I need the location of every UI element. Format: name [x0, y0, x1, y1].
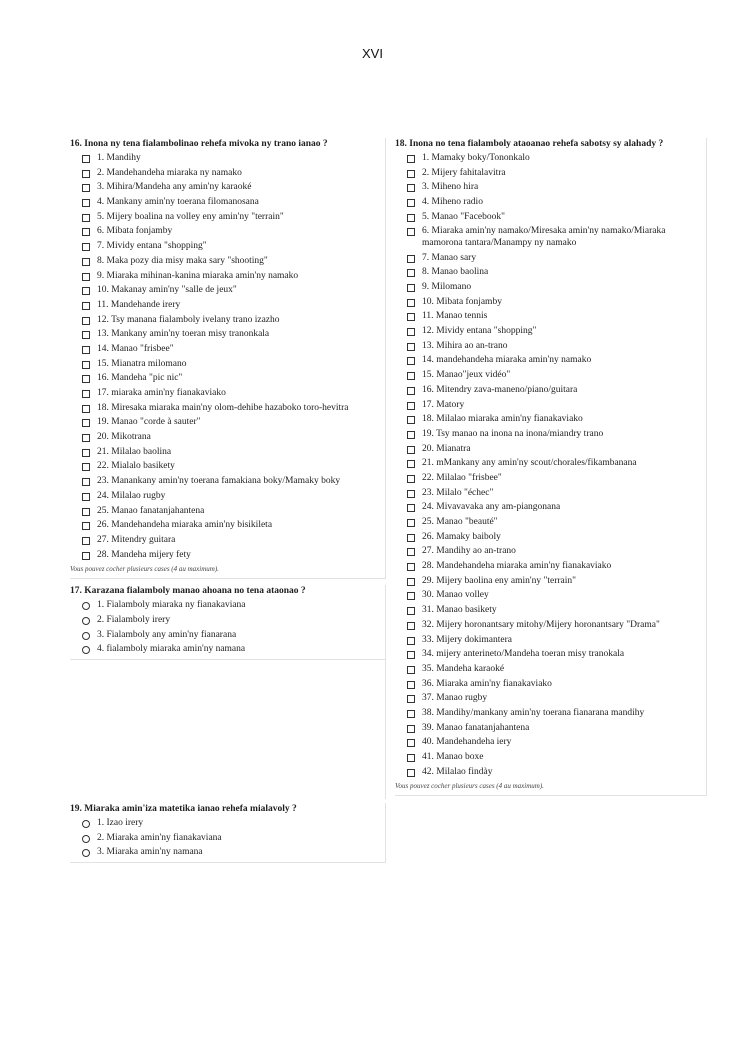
checkbox[interactable]: [407, 460, 415, 468]
checkbox[interactable]: [82, 419, 90, 427]
question-19-options: [70, 818, 381, 859]
q16-option[interactable]: [70, 417, 381, 429]
checkbox[interactable]: [407, 725, 415, 733]
q16-option-label: 26. Mandehandeha miaraka amin'ny bisikileta: [97, 520, 273, 531]
q18-option-label: 40. Mandehandeha iery: [422, 737, 512, 748]
checkbox[interactable]: [407, 534, 415, 542]
q18-option[interactable]: [395, 708, 702, 720]
q16-option-label: 8. Maka pozy dia misy maka sary "shooting": [97, 255, 268, 266]
q16-option-label: 4. Mankany amin'ny toerana filomanosana: [97, 197, 259, 208]
q18-option[interactable]: [395, 576, 702, 588]
q18-option-label: 42. Milalao findày: [422, 766, 493, 777]
checkbox[interactable]: [82, 522, 90, 530]
checkbox[interactable]: [82, 463, 90, 471]
q16-option-label: 2. Mandehandeha miaraka ny namako: [97, 167, 242, 178]
q18-option-label: 9. Milomano: [422, 282, 472, 292]
q16-option-label: 28. Mandeha mijery fety: [97, 549, 191, 560]
q16-option-label: 27. Mitendry guitara: [97, 534, 176, 545]
checkbox[interactable]: [82, 449, 90, 457]
q18-option-label: 21. mMankany any amin'ny scout/chorales/fikambanana: [422, 458, 637, 469]
question-17-options: [70, 600, 381, 656]
checkbox[interactable]: [82, 390, 90, 398]
empty-section: [70, 660, 386, 799]
q16-option[interactable]: [70, 373, 381, 385]
q19-option[interactable]: [70, 833, 381, 845]
q16-option[interactable]: [70, 197, 381, 209]
q16-option-label: 5. Mijery boalina na volley eny amin'ny "terrain": [97, 211, 284, 222]
checkbox[interactable]: [82, 155, 90, 163]
q18-option[interactable]: [395, 590, 702, 602]
checkbox[interactable]: [407, 184, 415, 192]
q18-option[interactable]: [395, 168, 702, 180]
q18-option-label: 23. Milalo "échec": [422, 487, 494, 498]
q18-option[interactable]: [395, 326, 702, 338]
right-column: [395, 138, 707, 796]
q18-option[interactable]: [395, 429, 702, 441]
q18-option-label: 26. Mamaky baiboly: [422, 531, 501, 542]
checkbox[interactable]: [407, 563, 415, 571]
checkbox[interactable]: [407, 328, 415, 336]
checkbox[interactable]: [82, 302, 90, 310]
q18-option-label: 38. Mandihy/mankany amin'ny toerana fianarana mandihy: [422, 707, 645, 718]
q17-option-label: 1. Fialamboly miaraka ny fianakaviana: [97, 600, 246, 611]
checkbox[interactable]: [82, 258, 90, 266]
q16-option-label: 11. Mandehande irery: [97, 299, 181, 310]
q16-option[interactable]: [70, 476, 381, 488]
q16-option[interactable]: [70, 403, 381, 415]
q18-option-label: 28. Mandehandeha miaraka amin'ny fianakaviako: [422, 561, 612, 572]
q18-option[interactable]: [395, 532, 702, 544]
q19-option-label: 3. Miaraka amin'ny namana: [97, 847, 203, 858]
q18-option[interactable]: [395, 458, 702, 470]
q18-option-label: 36. Miaraka amin'ny fianakaviako: [422, 678, 552, 689]
checkbox[interactable]: [407, 651, 415, 659]
checkbox[interactable]: [407, 519, 415, 527]
checkbox[interactable]: [407, 739, 415, 747]
q18-option-label: 41. Manao boxe: [422, 752, 484, 762]
q18-option-label: 7. Manao sary: [422, 252, 477, 263]
checkbox[interactable]: [82, 537, 90, 545]
q18-option[interactable]: [395, 488, 702, 500]
q18-option[interactable]: [395, 635, 702, 647]
q18-option[interactable]: [395, 502, 702, 514]
question-17-title: 17. Karazana fialamboly manao ahoana no tena ataonao ?: [70, 586, 306, 597]
q18-option[interactable]: [395, 517, 702, 529]
q18-option-label: 16. Mitendry zava-maneno/piano/guitara: [422, 384, 578, 395]
question-18-options: [395, 153, 702, 778]
q18-option-label: 6. Miaraka amin'ny namako/Miresaka amin'ny namako/Miaraka mamorona tantara/Manampy ny namako: [422, 226, 666, 248]
checkbox[interactable]: [407, 769, 415, 777]
q16-option-label: 9. Miaraka mihinan-kanina miaraka amin'ny namako: [97, 270, 299, 281]
q16-option-label: 18. Miresaka miaraka main'ny olom-dehibe hazaboko toro-hevitra: [97, 402, 349, 413]
q18-option[interactable]: [395, 253, 702, 265]
q17-option[interactable]: [70, 644, 381, 656]
q19-option-label: 2. Miaraka amin'ny fianakaviana: [97, 832, 222, 843]
q18-option-label: 13. Mihira ao an-trano: [422, 340, 508, 351]
question-16-options: [70, 153, 381, 561]
q16-option-label: 24. Milalao rugby: [97, 490, 166, 501]
q18-option[interactable]: [395, 546, 702, 558]
q18-option[interactable]: [395, 197, 702, 209]
q18-option-label: 19. Tsy manao na inona na inona/miandry trano: [422, 428, 604, 439]
checkbox[interactable]: [407, 681, 415, 689]
q16-option-label: 25. Manao fanatanjahantena: [97, 505, 205, 516]
checkbox[interactable]: [407, 548, 415, 556]
q17-option[interactable]: [70, 600, 381, 612]
question-16-title: 16. Inona ny tena fialambolinao rehefa mivoka ny trano ianao ?: [70, 139, 328, 149]
checkbox[interactable]: [82, 375, 90, 383]
q16-option[interactable]: [70, 168, 381, 180]
q18-option-label: 5. Manao "Facebook": [422, 211, 505, 222]
checkbox[interactable]: [407, 754, 415, 762]
q16-option-label: 7. Mividy entana "shopping": [97, 241, 207, 252]
q16-option-label: 15. Mianatra milomano: [97, 358, 187, 369]
q18-option-label: 35. Mandeha karaoké: [422, 663, 505, 674]
checkbox[interactable]: [407, 372, 415, 380]
q18-option[interactable]: [395, 664, 702, 676]
checkbox[interactable]: [407, 357, 415, 365]
q18-option-label: 27. Mandihy ao an-trano: [422, 546, 516, 557]
q18-option[interactable]: [395, 444, 702, 456]
q16-option[interactable]: [70, 535, 381, 547]
left-column: [70, 138, 386, 863]
q18-option-label: 33. Mijery dokimantera: [422, 634, 512, 645]
q18-option-label: 39. Manao fanatanjahantena: [422, 722, 530, 733]
q18-option[interactable]: [395, 153, 702, 165]
q18-option[interactable]: [395, 226, 702, 249]
checkbox[interactable]: [82, 434, 90, 442]
checkbox[interactable]: [407, 387, 415, 395]
q17-option-label: 3. Fialamboly any amin'ny fianarana: [97, 629, 237, 640]
q18-option-label: 24. Mivavavaka any am-piangonana: [422, 502, 561, 513]
checkbox[interactable]: [82, 346, 90, 354]
q18-option[interactable]: [395, 414, 702, 426]
q18-option[interactable]: [395, 649, 702, 661]
checkbox[interactable]: [407, 155, 415, 163]
q16-option[interactable]: [70, 461, 381, 473]
checkbox[interactable]: [82, 199, 90, 207]
checkbox[interactable]: [82, 478, 90, 486]
q18-option[interactable]: [395, 311, 702, 323]
q18-option[interactable]: [395, 267, 702, 279]
checkbox[interactable]: [407, 299, 415, 307]
q18-option-label: 30. Manao volley: [422, 590, 489, 601]
checkbox[interactable]: [407, 284, 415, 292]
q18-option[interactable]: [395, 679, 702, 691]
question-18: [395, 138, 707, 796]
q16-option-label: 17. miaraka amin'ny fianakaviako: [97, 388, 226, 398]
q18-option-label: 34. mijery anterineto/Mandeha toeran misy tranokala: [422, 649, 625, 660]
q18-option-label: 31. Manao basikety: [422, 605, 497, 616]
q19-option[interactable]: [70, 818, 381, 830]
checkbox[interactable]: [407, 475, 415, 483]
q16-option-label: 14. Manao "frisbee": [97, 343, 174, 354]
q16-option[interactable]: [70, 241, 381, 253]
checkbox[interactable]: [82, 493, 90, 501]
q18-option[interactable]: [395, 400, 702, 412]
q18-option-label: 10. Mibata fonjamby: [422, 296, 502, 307]
q16-option-label: 12. Tsy manana fialamboly ivelany trano izazho: [97, 314, 280, 325]
q18-option[interactable]: [395, 473, 702, 485]
checkbox[interactable]: [82, 184, 90, 192]
q16-option-label: 10. Makanay amin'ny "salle de jeux": [97, 285, 237, 296]
q18-option[interactable]: [395, 605, 702, 617]
checkbox[interactable]: [407, 622, 415, 630]
q19-option[interactable]: [70, 847, 381, 859]
q16-option[interactable]: [70, 300, 381, 312]
q16-option[interactable]: [70, 447, 381, 459]
q18-option[interactable]: [395, 561, 702, 573]
q17-option[interactable]: [70, 615, 381, 627]
q18-option-label: 17. Matory: [422, 399, 465, 410]
q16-option-label: 13. Mankany amin'ny toeran misy tranonkala: [97, 329, 270, 340]
q18-option[interactable]: [395, 341, 702, 353]
checkbox[interactable]: [82, 228, 90, 236]
checkbox[interactable]: [407, 416, 415, 424]
checkbox[interactable]: [407, 607, 415, 615]
q18-option[interactable]: [395, 737, 702, 749]
checkbox[interactable]: [407, 214, 415, 222]
q18-option-label: 25. Manao "beauté": [422, 517, 498, 527]
radio-button[interactable]: [82, 602, 90, 610]
q18-option-label: 8. Manao baolina: [422, 267, 489, 278]
q18-option[interactable]: [395, 355, 702, 367]
q16-option[interactable]: [70, 506, 381, 518]
q16-option[interactable]: [70, 491, 381, 503]
question-18-note: Vous pouvez cocher plusieurs cases (4 au maximum).: [395, 782, 544, 791]
q18-option[interactable]: [395, 767, 702, 779]
checkbox[interactable]: [407, 343, 415, 351]
checkbox[interactable]: [407, 695, 415, 703]
q16-option[interactable]: [70, 226, 381, 238]
radio-button[interactable]: [82, 646, 90, 654]
q16-option-label: 23. Manankany amin'ny toerana famakiana boky/Mamaky boky: [97, 476, 341, 487]
q19-option-label: 1. Izao irery: [97, 818, 144, 828]
checkbox[interactable]: [82, 361, 90, 369]
question-16-note: Vous pouvez cocher plusieurs cases (4 au maximum).: [70, 565, 219, 574]
q18-option-label: 18. Milalao miaraka amin'ny fianakaviako: [422, 414, 583, 425]
checkbox[interactable]: [407, 199, 415, 207]
q16-option[interactable]: [70, 550, 381, 562]
q18-option[interactable]: [395, 370, 702, 382]
q18-option[interactable]: [395, 297, 702, 309]
q18-option-label: 14. mandehandeha miaraka amin'ny namako: [422, 355, 592, 366]
q16-option[interactable]: [70, 315, 381, 327]
q16-option-label: 21. Milalao baolina: [97, 446, 172, 457]
q18-option[interactable]: [395, 620, 702, 632]
checkbox[interactable]: [407, 228, 415, 236]
checkbox[interactable]: [407, 402, 415, 410]
checkbox[interactable]: [407, 446, 415, 454]
checkbox[interactable]: [407, 255, 415, 263]
checkbox[interactable]: [82, 552, 90, 560]
radio-button[interactable]: [82, 617, 90, 625]
checkbox[interactable]: [407, 504, 415, 512]
q16-option[interactable]: [70, 520, 381, 532]
q18-option[interactable]: [395, 752, 702, 764]
question-18-title: 18. Inona no tena fialamboly ataoanao rehefa sabotsy sy alahady ?: [395, 139, 664, 149]
q18-option-label: 20. Mianatra: [422, 443, 471, 454]
q18-option[interactable]: [395, 182, 702, 194]
q18-option-label: 15. Manao"jeux vidéo": [422, 370, 511, 381]
q16-option[interactable]: [70, 432, 381, 444]
q16-option[interactable]: [70, 329, 381, 341]
checkbox[interactable]: [407, 431, 415, 439]
q17-option[interactable]: [70, 630, 381, 642]
q17-option-label: 4. fialamboly miaraka amin'ny namana: [97, 644, 246, 655]
checkbox[interactable]: [82, 331, 90, 339]
checkbox[interactable]: [407, 578, 415, 586]
checkbox[interactable]: [82, 405, 90, 413]
q18-option-label: 2. Mijery fahitalavitra: [422, 167, 506, 178]
q18-option[interactable]: [395, 282, 702, 294]
checkbox[interactable]: [407, 710, 415, 718]
radio-button[interactable]: [82, 849, 90, 857]
q18-option[interactable]: [395, 723, 702, 735]
q16-option-label: 19. Manao "corde à sauter": [97, 417, 201, 428]
q16-option-label: 1. Mandihy: [97, 153, 141, 163]
q16-option[interactable]: [70, 271, 381, 283]
radio-button[interactable]: [82, 835, 90, 843]
q16-option[interactable]: [70, 344, 381, 356]
q16-option[interactable]: [70, 212, 381, 224]
checkbox[interactable]: [82, 287, 90, 295]
q16-option-label: 3. Mihira/Mandeha any amin'ny karaoké: [97, 182, 252, 193]
checkbox[interactable]: [82, 508, 90, 516]
question-19: [70, 803, 386, 863]
question-17: [70, 585, 386, 660]
q18-option-label: 1. Mamaky boky/Tononkalo: [422, 153, 530, 163]
q16-option[interactable]: [70, 285, 381, 297]
checkbox[interactable]: [82, 317, 90, 325]
q18-option-label: 11. Manao tennis: [422, 311, 488, 322]
q16-option[interactable]: [70, 256, 381, 268]
q18-option[interactable]: [395, 212, 702, 224]
q16-option-label: 16. Mandeha "pic nic": [97, 373, 183, 384]
radio-button[interactable]: [82, 820, 90, 828]
q18-option-label: 3. Miheno hira: [422, 182, 479, 193]
q18-option-label: 4. Miheno radio: [422, 197, 483, 208]
checkbox[interactable]: [82, 243, 90, 251]
checkbox[interactable]: [407, 490, 415, 498]
page-number: XVI: [362, 46, 383, 61]
q16-option[interactable]: [70, 153, 381, 165]
q16-option[interactable]: [70, 359, 381, 371]
q18-option-label: 37. Manao rugby: [422, 693, 488, 704]
q18-option[interactable]: [395, 693, 702, 705]
q16-option-label: 22. Mialalo basikety: [97, 461, 175, 472]
q18-option-label: 12. Mividy entana "shopping": [422, 326, 537, 337]
q18-option-label: 32. Mijery horonantsary mitohy/Mijery horonantsary "Drama": [422, 619, 660, 630]
checkbox[interactable]: [407, 666, 415, 674]
checkbox[interactable]: [407, 313, 415, 321]
q18-option-label: 22. Milalao "frisbee": [422, 472, 502, 483]
q18-option[interactable]: [395, 385, 702, 397]
q16-option[interactable]: [70, 182, 381, 194]
checkbox[interactable]: [407, 269, 415, 277]
q17-option-label: 2. Fialamboly irery: [97, 614, 171, 625]
question-19-title: 19. Miaraka amin'iza matetika ianao rehefa mialavoly ?: [70, 804, 297, 814]
q16-option-label: 20. Mikotrana: [97, 432, 151, 443]
question-16: [70, 138, 386, 579]
q18-option-label: 29. Mijery baolina eny amin'ny "terrain": [422, 575, 577, 586]
checkbox[interactable]: [407, 637, 415, 645]
checkbox[interactable]: [407, 170, 415, 178]
checkbox[interactable]: [407, 592, 415, 600]
checkbox[interactable]: [82, 170, 90, 178]
checkbox[interactable]: [82, 214, 90, 222]
q16-option-label: 6. Mibata fonjamby: [97, 226, 173, 237]
q16-option[interactable]: [70, 388, 381, 400]
checkbox[interactable]: [82, 273, 90, 281]
radio-button[interactable]: [82, 632, 90, 640]
